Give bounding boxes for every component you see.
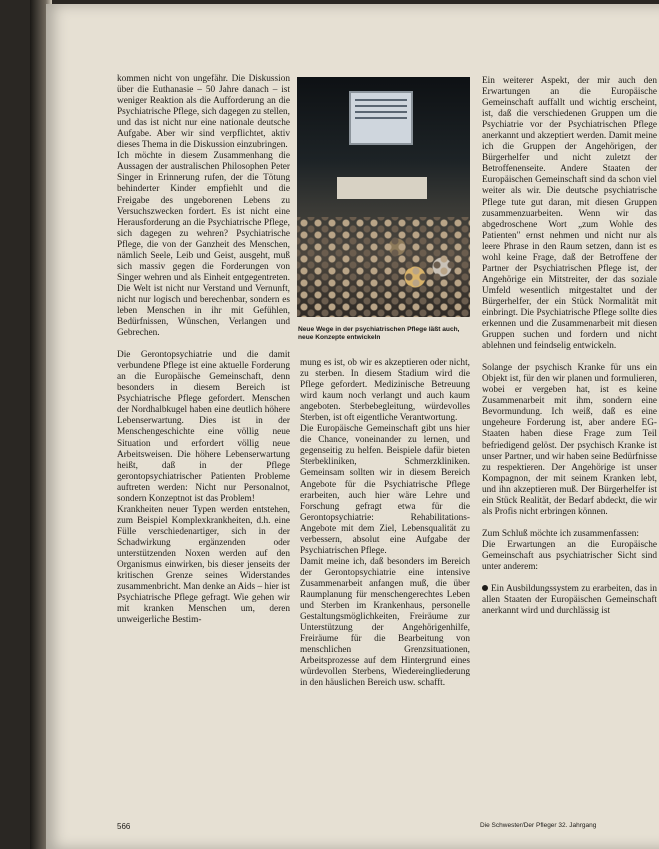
bullet-item: [482, 584, 657, 617]
photo-caption: Neue Wege in der psychiatrischen Pflege läßt auch, neue Konzepte entwickeln: [298, 326, 460, 341]
podium-stage: [337, 177, 427, 199]
paragraph: Die Gerontopsychiatrie und die damit verbundene Pflege ist eine aktuelle Forderung an die Europäische Gemeinschaft, denn besonders in diesem Bereich ist Psychiatrische Pflege gefordert. Menschen der Nordhalbkugel haben eine deutlich höhere Lebenserwartung. Dies ist in der Menschengeschichte eine völlig neue Situation und erfordert völlig neue Arbeitsweisen. Die höhere Lebenserwartung heißt, daß in der Pflege gerontopsychiatrischer Patienten Probleme auftreten werden: Nicht nur Personalnot, sondern Konzeptnot ist das Problem!: [117, 350, 290, 504]
bullet-icon: [482, 585, 488, 591]
conference-photo: [297, 77, 470, 317]
paragraph: Die Erwartungen an die Europäische Gemeinschaft aus psychiatrischer Sicht sind unter anderem:: [482, 539, 657, 572]
text-column-left: [117, 74, 290, 626]
paragraph: kommen nicht von ungefähr. Die Diskussion über die Euthanasie – 50 Jahre danach – ist weniger Reaktion als die Aufforderung an die Psychiatrische Pflege, sich dagegen zu stellen, und das ist nicht nur eine nationale deutsche Aufgabe. Aber wir sind verpflichtet, aktiv dieses Thema in die Diskussion einzubringen.: [117, 74, 290, 151]
text-column-right: [482, 76, 657, 617]
paragraph: Ich möchte in diesem Zusammenhang die Aussagen der australischen Philosophen Peter Singer in Erinnerung rufen, der die Tötung behinderter Kinder empfiehlt und die Freigabe des ungeborenen Lebens zu Versuchszwecken fordert. Es ist nicht eine Herausforderung an die Psychiatrische Pflege, sich dagegen zu wehren? Psychiatrische Pflege, die von der Ganzheit des Menschen, nämlich Seele, Leib und Geist, ausgeht, muß sich massiv gegen die Forderungen von Singer wehren und als Einheit entgegentreten. Die Welt ist nicht nur Verstand und Vernunft, nicht nur logisch und berechenbar, sondern es leben Menschen in ihr mit Gefühlen, Bedürfnissen, Wünschen, Verlangen und Gebrechen.: [117, 151, 290, 339]
bullet-text: Ein Ausbildungssystem zu erarbeiten, das in allen Staaten der Europäischen Gemeinschaft anerkannt wird und durchlässig ist: [482, 584, 657, 617]
audience: [297, 217, 470, 317]
text-column-middle: [300, 358, 470, 689]
paragraph: Die Europäische Gemeinschaft gibt uns hier die Chance, voneinander zu lernen, und gegenseitig zu helfen. Beispiele dafür bieten Sterbekliniken, Schmerzkliniken. Gemeinsam sollten wir in diesem Bereich Angebote für die Psychiatrische Pflege erarbeiten, auch hier wäre Lehre und Forschung gefragt etwa für die Gerontopsychiatrie: Rehabilitations-Angebote mit dem Ziel, Lebensqualität zu verbessern, absolut eine Aufgabe der Psychiatrischen Pflege.: [300, 424, 470, 556]
paragraph: Solange der psychisch Kranke für uns ein Objekt ist, für den wir planen und formulieren, wobei er vergeben hat, ist es keine Zusammenarbeit mit ihm, sondern eine Bevormundung. Ich weiß, daß es eine ungeheure Forderung ist, aber andere EG-Staaten haben diese Frage zum Teil befriedigend gelöst. Der psychisch Kranke ist unser Partner, und wir haben seine Bedürfnisse zu respektieren. Der Angehörige ist unser Kompagnon, der mit seinem Kranken lebt, und ihn akzeptieren muß. Der Bürgerhelfer ist ein Stück Realität, der Bedarf abdeckt, die wir als Profis nicht erbringen können.: [482, 363, 657, 517]
paragraph: Krankheiten neuer Typen werden entstehen, zum Beispiel Komplexkrankheiten, d.h. eine Fülle verschiedenartiger, sich in der Schadwirkung ergänzenden oder unterstützenden Noxen werden auf den Organismus einwirken, bis dieser jenseits der kritischen Grenze seines Widerstandes zusammenbricht. Man denke an Aids – hier ist Psychiatrische Pflege gefragt. Wie gehen wir mit kranken Menschen um, deren unweigerliche Bestim-: [117, 504, 290, 626]
paragraph: mung es ist, ob wir es akzeptieren oder nicht, zu sterben. In diesem Stadium wird die Pflege gefordert. Medizinische Betreuung wird kaum noch verlangt und auch kaum angeboten. Sterbebegleitung, würdevolles Sterben, ist oft eigentliche Verantwortung.: [300, 358, 470, 424]
paragraph: Damit meine ich, daß besonders im Bereich der Gerontopsychiatrie eine intensive Zusammenarbeit anfangen muß, die über Raumplanung für menschengerechtes Leben und Sterben im Krankenhaus, personelle Gestaltungsmöglichkeiten, Freiräume zur Unterstützung der Angehörigenhilfe, Freiräume für die Bearbeitung von menschlichen Grenzsituationen, Arbeitsprozesse auf dem Hintergrund eines würdevollen Sterbens, Wiedereingliederung in den häuslichen Bereich usw. schafft.: [300, 556, 470, 689]
paragraph: Zum Schluß möchte ich zusammenfassen:: [482, 528, 639, 539]
projection-screen: [349, 91, 413, 145]
paragraph: Ein weiterer Aspekt, der mir auch den Erwartungen an die Europäische Gemeinschaft auffallt und wichtig erscheint, ist, daß die verschiedenen Gruppen um die Psychiatrie vor der Psychiatrischen Pflege anerkannt und akzeptiert werden. Damit meine ich die Gruppen der Angehörigen, der Bürgerhelfer und nicht zuletzt der Betroffenenseite. Andere Staaten der Europäischen Gemeinschaft sind da schon viel weiter als wir. Die deutsche psychiatrische Pflege tute gut daran, mit diesen Gruppen zusammenzuarbeiten. Wenn wir das abgedroschene Wort „zum Wohle des Patienten" ernst nehmen und nicht nur als leere Phrase in den Raum setzen, dann ist es wohl keine Frage, daß der Betroffene der Partner der Psychiatrischen Pflege ist, der Angehörige ein Mitstreiter, der das soziale Umfeld wesentlich mitgestaltet und der Bürgerhelfer, der ein Stück Normalität mit einbringt. Die Psychiatrische Pflege sollte dies erkennen und die Zusammenarbeit mit diesen Gruppen suchen und fordern und nicht ablehnen und feindselig entwickeln.: [482, 76, 657, 352]
running-footer: Die Schwester/Der Pfleger 32. Jahrgang: [480, 822, 597, 829]
page-number: 566: [117, 822, 131, 831]
